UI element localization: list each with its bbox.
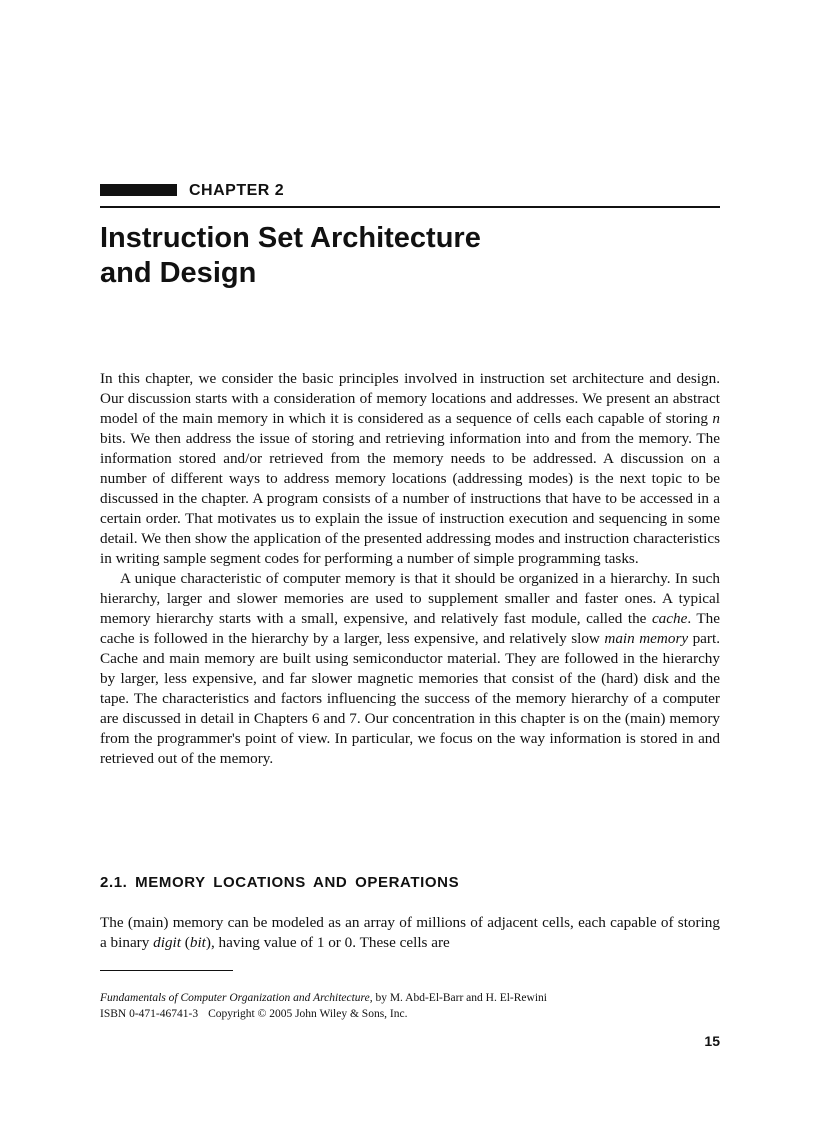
book-page — [100, 0, 720, 1123]
intro-paragraph-1 — [100, 369, 720, 569]
intro-p2-part-b: . The cache is followed in the hierarchy by a larger, less expensive, and relatively slow — [100, 610, 721, 647]
intro-p2-part-c: part. Cache and main memory are built using semiconductor material. They are followed in the hierarchy by larger, less expensive, and far slower magnetic memories that consist of the (hard) disk and the tape. The characteristics and factors influencing the success of the memory hierarchy of a computer are discussed in detail in Chapters 6 and 7. Our concentration in this chapter is on the (main) memory from the programmer's point of view. In particular, we focus on the way information is stored in and retrieved out of the memory. — [100, 630, 720, 767]
chapter-rule — [100, 206, 720, 208]
intro-p2-main-memory: main memory — [604, 630, 689, 647]
footnote-book-title: Fundamentals of Computer Organization and Architecture, — [100, 992, 373, 1004]
intro-paragraph-2 — [100, 569, 720, 769]
footnote-line-2 — [100, 1006, 720, 1022]
footnote — [100, 990, 720, 1022]
chapter-label: CHAPTER 2 — [189, 182, 285, 199]
chapter-title — [100, 221, 720, 291]
chapter-title-line-2: and Design — [100, 257, 257, 289]
footnote-copyright: Copyright © 2005 John Wiley & Sons, Inc. — [208, 1008, 408, 1020]
page-number: 15 — [704, 1033, 720, 1049]
section-text-bit: bit — [189, 934, 206, 951]
chapter-marker-bar — [100, 184, 177, 196]
footnote-isbn: ISBN 0-471-46741-3 — [100, 1008, 199, 1020]
intro-text — [100, 369, 720, 769]
footnote-rule — [100, 970, 233, 971]
section-text-part-c: ), having value of 1 or 0. These cells are — [205, 934, 450, 951]
intro-p1-part-a: In this chapter, we consider the basic principles involved in instruction set architecture and design. Our discussion starts with a consideration of memory locations and addresses. We present an abstract model of the main memory in which it is considered as a sequence of cells each capable of storing — [100, 370, 720, 427]
intro-p1-n: n — [712, 410, 720, 427]
section-text-digit: digit — [153, 934, 181, 951]
intro-p1-part-b: bits. We then address the issue of storing and retrieving information into and from the memory. The information stored and/or retrieved from the memory needs to be addressed. A discussion on a number of different ways to address memory locations (addressing modes) is the next topic to be discussed in the chapter. A program consists of a number of instructions that have to be accessed in a certain order. That motivates us to explain the issue of instruction execution and sequencing in some detail. We then show the application of the presented addressing modes and instruction characteristics in writing sample segment codes for performing a number of simple programming tasks. — [100, 430, 720, 567]
section-heading: 2.1. MEMORY LOCATIONS AND OPERATIONS — [100, 874, 460, 891]
section-text-part-a: The (main) memory can be modeled as an array of millions of adjacent cells, each capable of storing a binary — [100, 914, 720, 951]
intro-p2-part-a: A unique characteristic of computer memory is that it should be organized in a hierarchy. In such hierarchy, larger and slower memories are used to supplement smaller and faster ones. A typical memory hierarchy starts with a small, expensive, and relatively fast module, called the — [100, 570, 720, 627]
intro-p2-cache: cache — [651, 610, 688, 627]
footnote-authors: by M. Abd-El-Barr and H. El-Rewini — [372, 992, 547, 1004]
section-paragraph — [100, 913, 720, 953]
chapter-header — [100, 181, 720, 201]
section-text-part-b: ( — [181, 934, 190, 951]
chapter-title-line-1: Instruction Set Architecture — [100, 222, 481, 254]
footnote-line-1 — [100, 990, 720, 1006]
